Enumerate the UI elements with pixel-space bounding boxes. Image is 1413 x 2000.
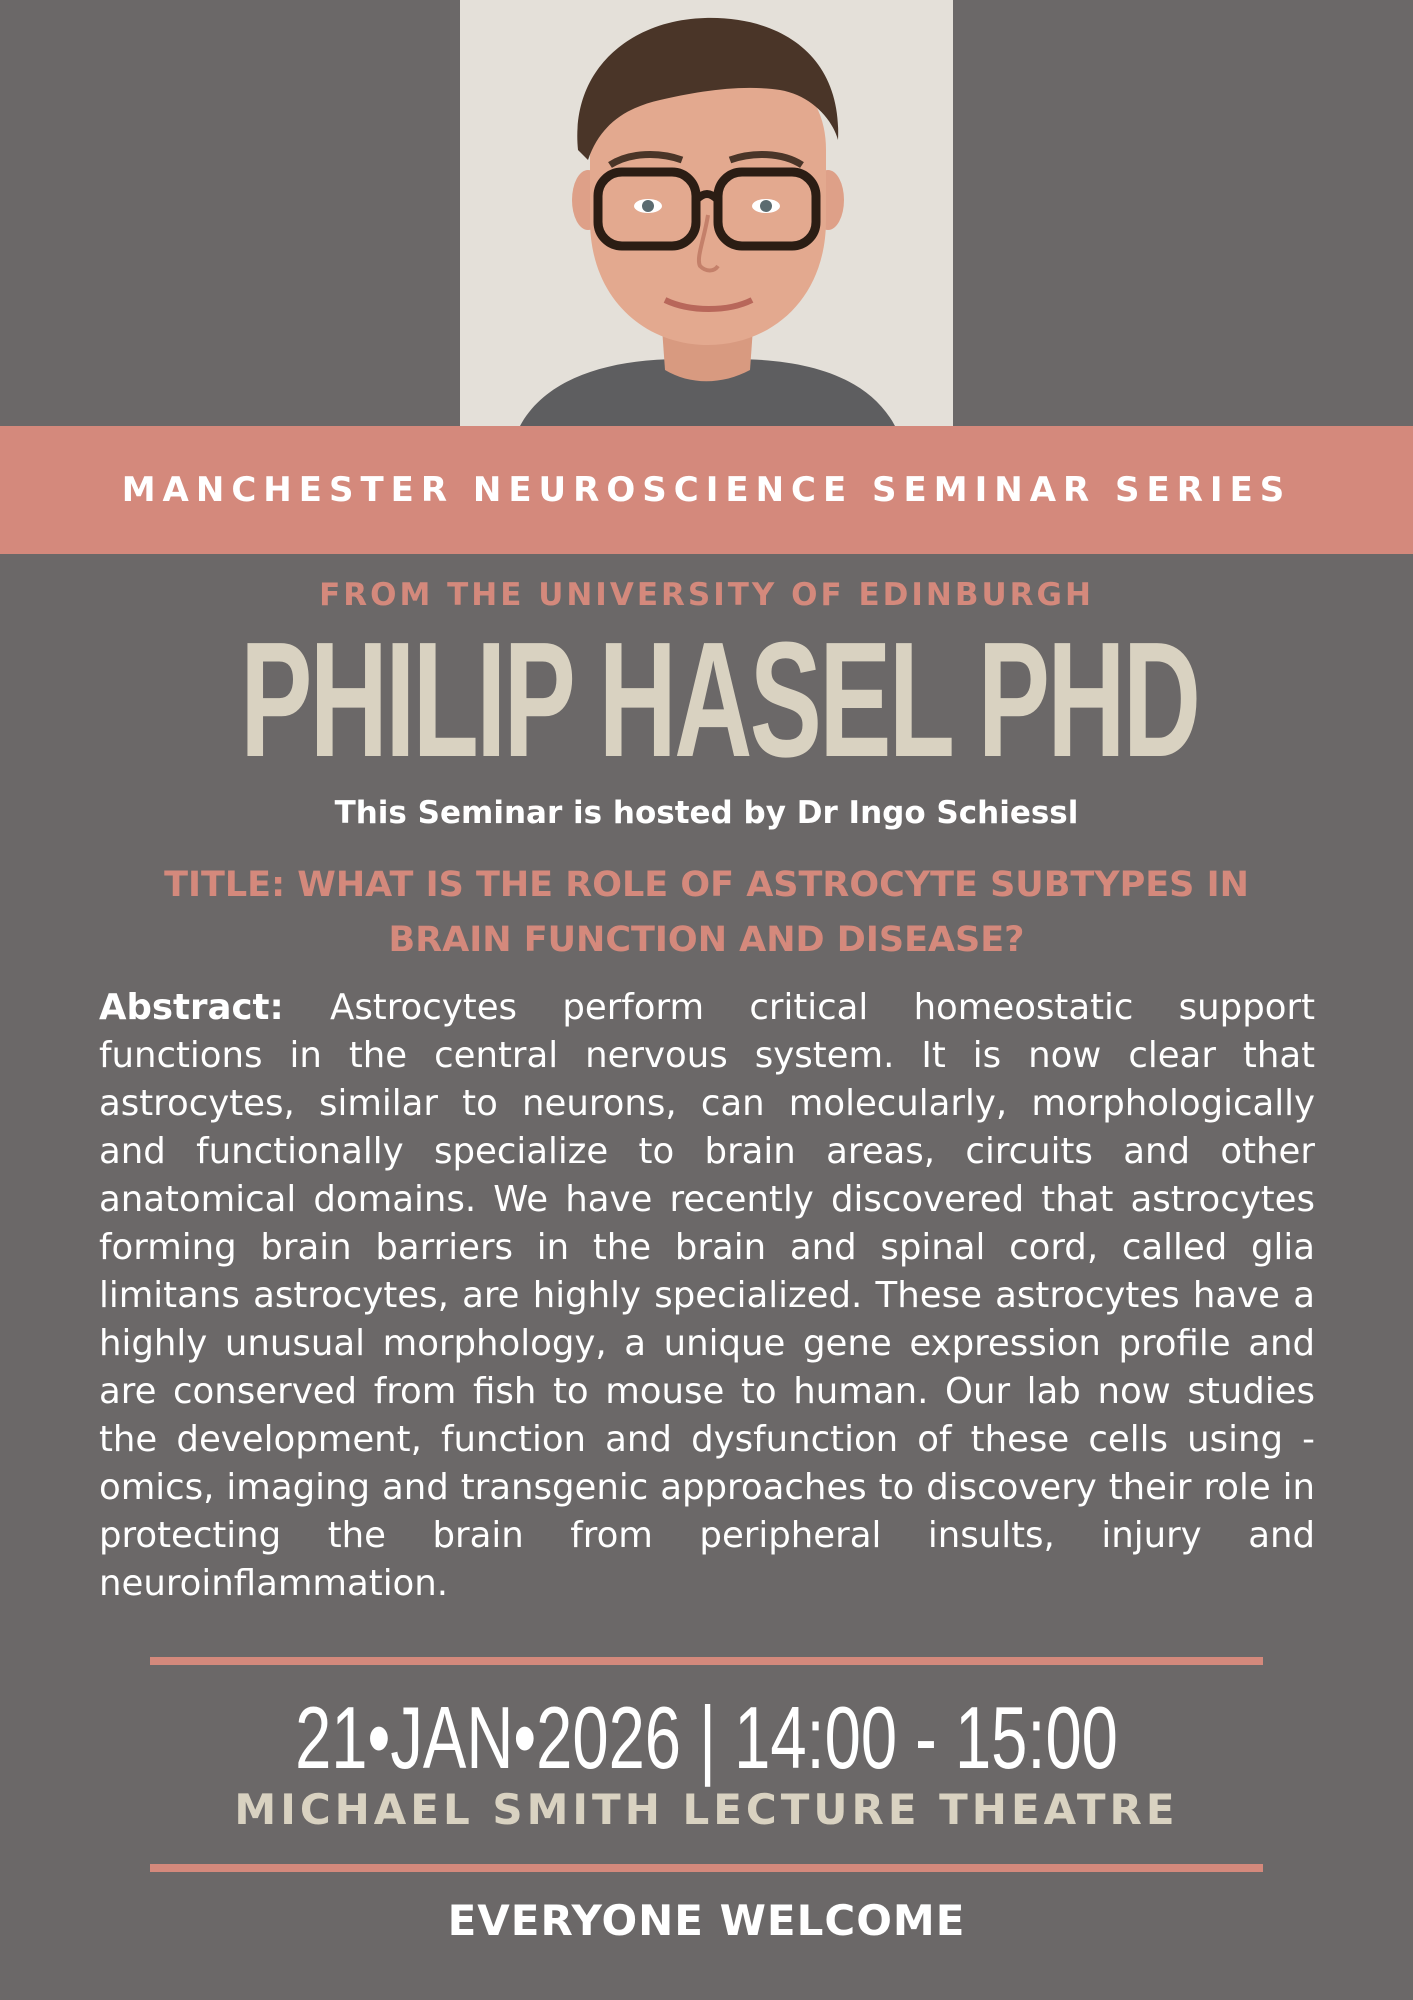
abstract-label: Abstract: [99, 987, 331, 1028]
abstract [99, 984, 1315, 1608]
event-venue: MICHAEL SMITH LECTURE THEATRE [234, 1785, 1179, 1834]
divider-top [150, 1657, 1263, 1665]
abstract-text: Astrocytes perform critical homeostatic support functions in the central nervous system. It is now clear that astrocytes, similar to neurons, can molecularly, morphologically and functionally specialize to brain areas, circuits and other anatomical domains. We have recently discovered that astrocytes forming brain barriers in the brain and spinal cord, called glia limitans astrocytes, are highly specialized. These astrocytes have a highly unusual morphology, a unique gene expression profile and are conserved from fish to mouse to human. Our lab now studies the development, function and dysfunction of these cells using -omics, imaging and transgenic approaches to discovery their role in protecting the brain from peripheral insults, injury and neuroinflammation. [99, 987, 1315, 1604]
series-title: MANCHESTER NEUROSCIENCE SEMINAR SERIES [121, 470, 1292, 510]
everyone-welcome: EVERYONE WELCOME [447, 1896, 966, 1945]
talk-title-line-1: TITLE: WHAT IS THE ROLE OF ASTROCYTE SUBTYPES IN [164, 865, 1249, 905]
series-banner [0, 426, 1413, 554]
seminar-host: This Seminar is hosted by Dr Ingo Schiessl [334, 795, 1079, 831]
talk-title-line-2: BRAIN FUNCTION AND DISEASE? [388, 920, 1025, 960]
speaker-portrait-illustration [460, 0, 953, 426]
speaker-affiliation: FROM THE UNIVERSITY OF EDINBURGH [319, 577, 1094, 613]
event-datetime: 21•JAN•2026 | 14:00 - 15:00 [295, 1688, 1118, 1787]
speaker-name: PHILIP HASEL PHD [240, 608, 1199, 791]
divider-bottom [150, 1864, 1263, 1872]
speaker-photo [460, 0, 953, 426]
talk-title [130, 858, 1283, 968]
